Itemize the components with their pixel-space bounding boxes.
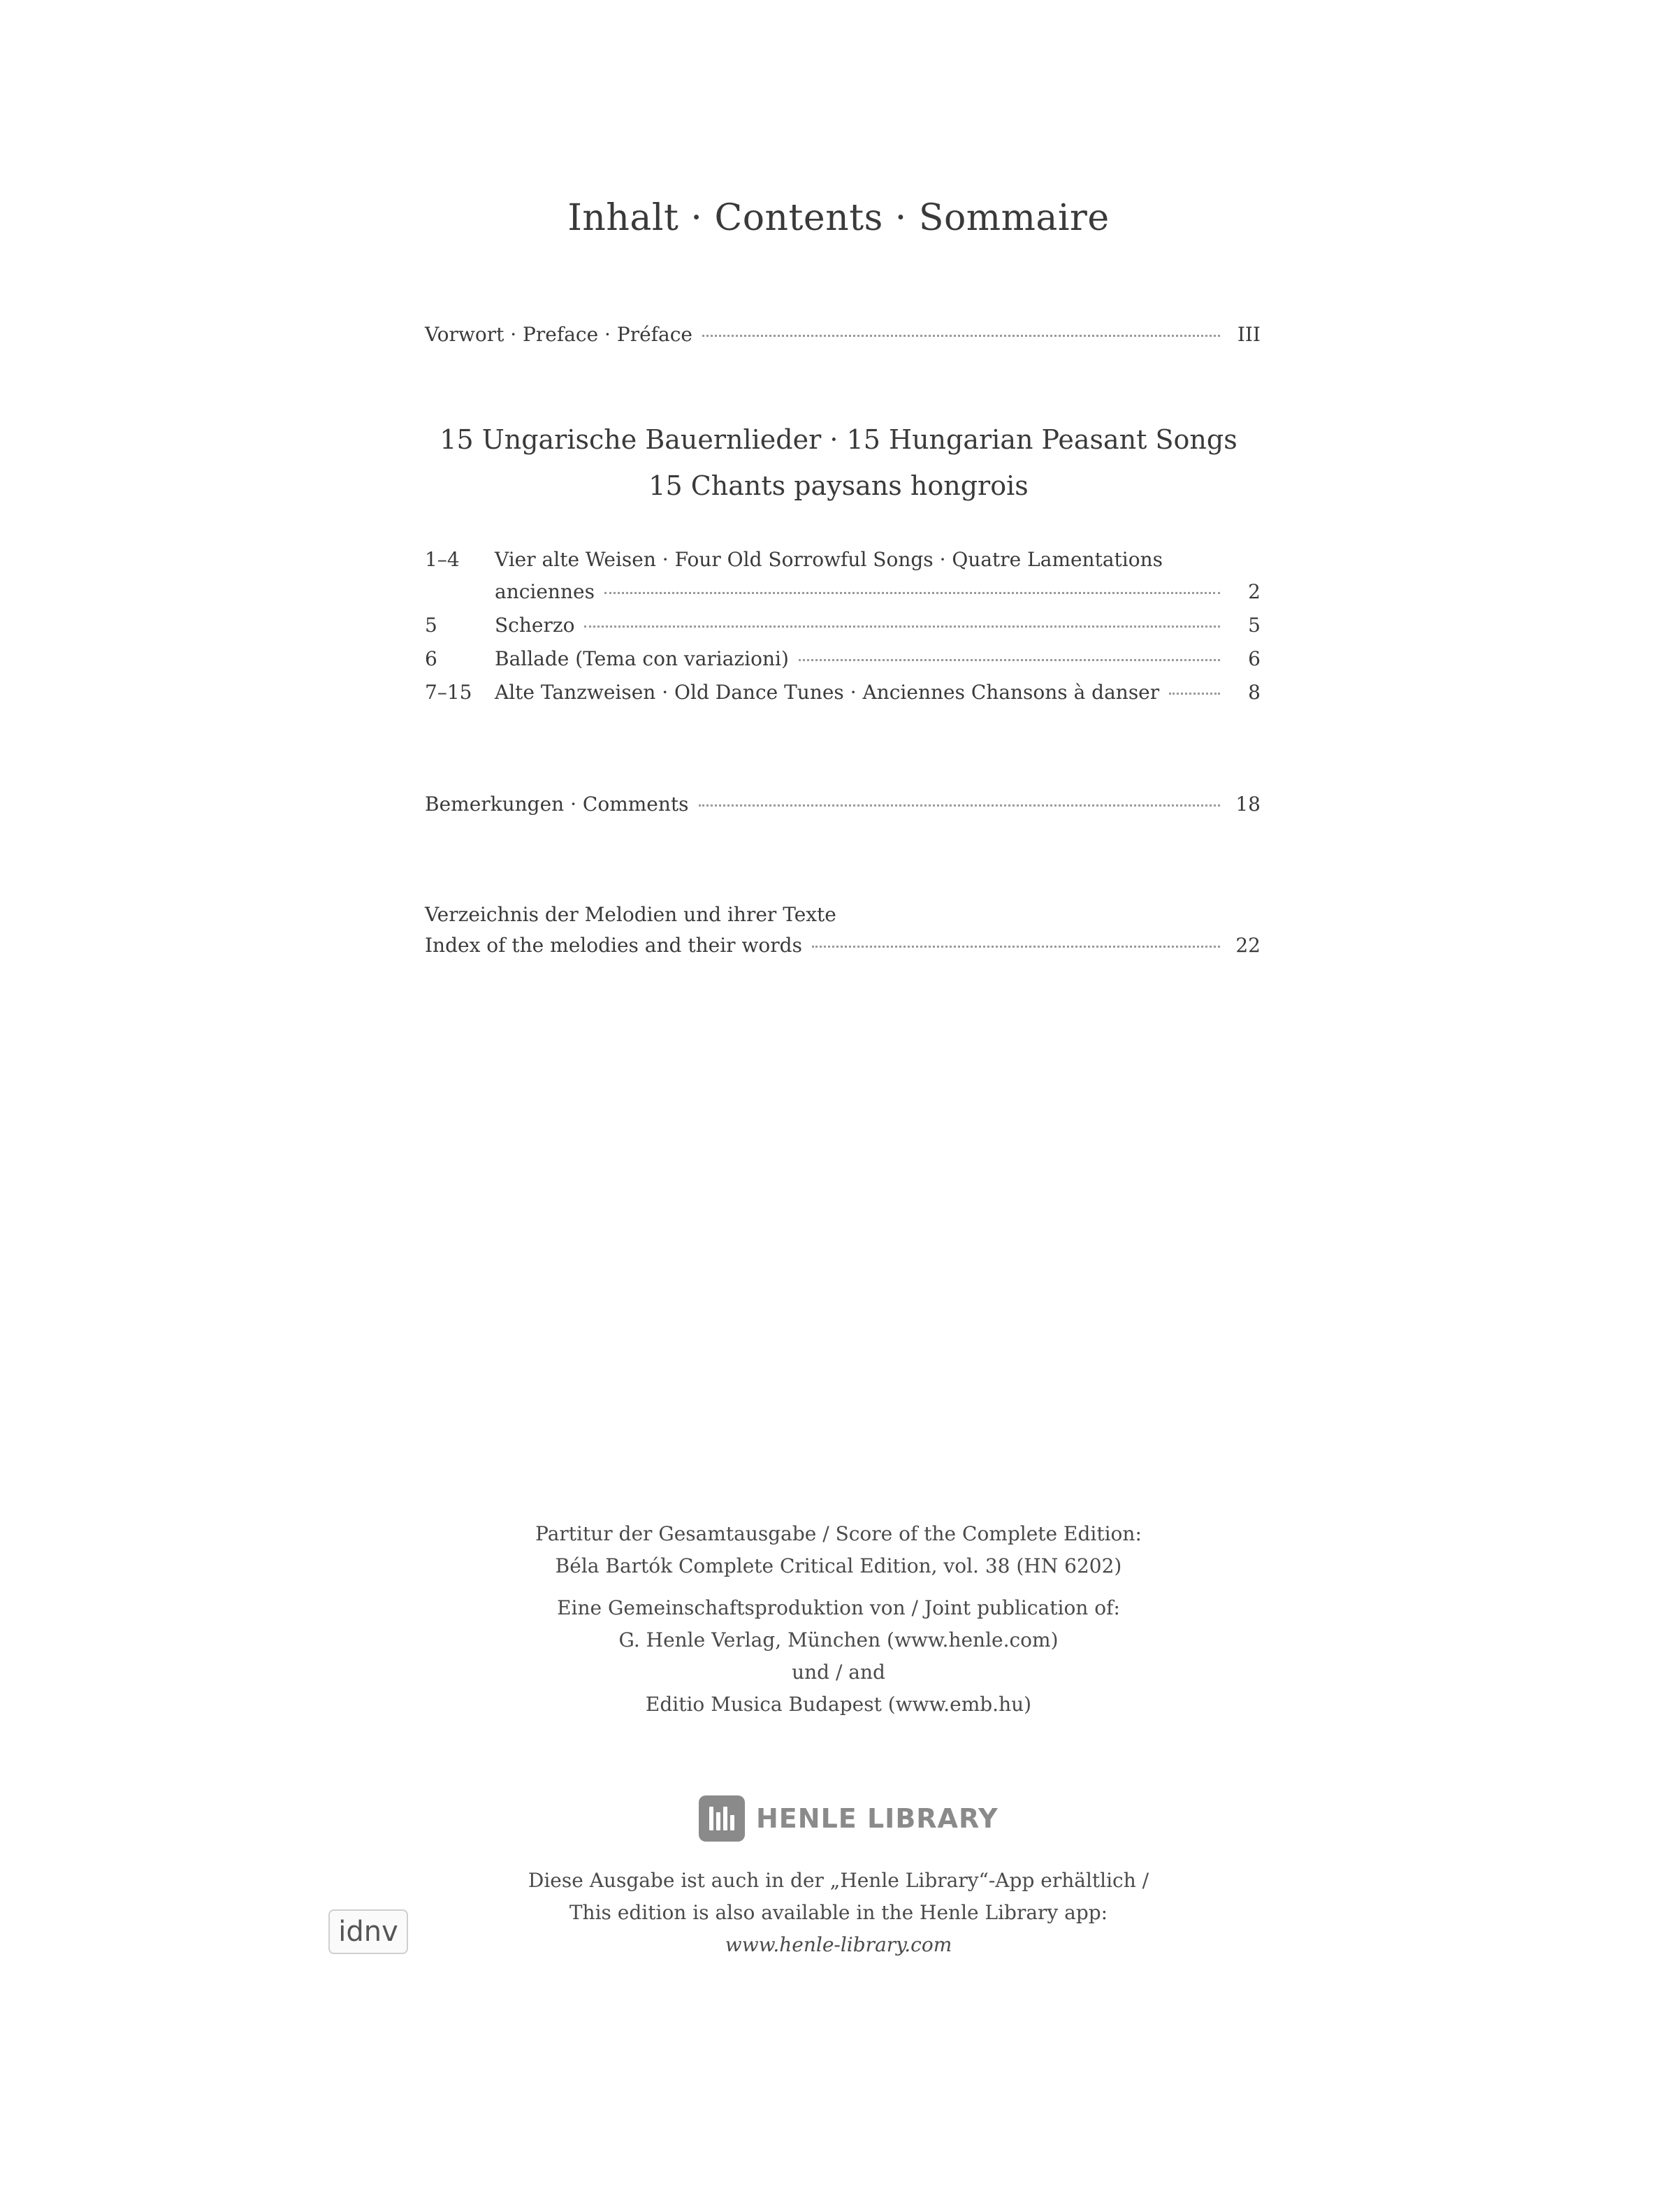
- dot-leader: [702, 334, 1220, 337]
- toc-entry-label: Index of the melodies and their words: [425, 934, 802, 957]
- dot-leader: [584, 625, 1220, 628]
- dot-leader: [699, 804, 1220, 807]
- toc-page-number: 5: [1248, 614, 1261, 637]
- toc-entry-label: Alte Tanzweisen · Old Dance Tunes · Anciennes Chansons à danser: [495, 681, 1160, 704]
- dot-leader: [812, 945, 1220, 948]
- toc-entry-songs-1-4[interactable]: [425, 548, 1261, 612]
- edition-info-line-1: Partitur der Gesamtausgabe / Score of the Complete Edition:: [535, 1522, 1142, 1545]
- henle-library-icon: [699, 1795, 745, 1842]
- app-availability-note-2: This edition is also available in the Henle Library app:: [569, 1901, 1108, 1924]
- toc-entry-label: Scherzo: [495, 614, 575, 637]
- toc-entry-label: Ballade (Tema con variazioni): [495, 647, 789, 670]
- edition-info-line-2: Béla Bartók Complete Critical Edition, vol. 38 (HN 6202): [555, 1554, 1122, 1577]
- toc-entry-number: 5: [425, 614, 437, 637]
- publisher-info-line-3: und / and: [792, 1661, 885, 1684]
- toc-entry-songs-7-15[interactable]: [425, 681, 1261, 713]
- toc-entry-song-5[interactable]: [425, 614, 1261, 646]
- toc-page-number: III: [1237, 323, 1261, 346]
- publisher-info-line-4: Editio Musica Budapest (www.emb.hu): [645, 1693, 1032, 1716]
- toc-entry-number: 7–15: [425, 681, 472, 704]
- app-url-link[interactable]: www.henle-library.com: [725, 1933, 952, 1956]
- toc-page-number: 22: [1235, 934, 1261, 957]
- toc-entry-index-line1: Verzeichnis der Melodien und ihrer Texte: [425, 903, 836, 926]
- toc-page-number: 6: [1248, 647, 1261, 670]
- toc-entry-label: Vorwort · Preface · Préface: [425, 323, 692, 346]
- henle-library-logo-text: HENLE LIBRARY: [756, 1803, 999, 1834]
- toc-entry-song-6[interactable]: [425, 647, 1261, 679]
- page-title: Inhalt · Contents · Sommaire: [567, 197, 1110, 239]
- app-availability-note-1: Diese Ausgabe ist auch in der „Henle Library“-App erhältlich /: [528, 1869, 1149, 1892]
- toc-page-number: 8: [1248, 681, 1261, 704]
- toc-page-number: 2: [1248, 580, 1261, 603]
- toc-entry-label: Bemerkungen · Comments: [425, 793, 689, 816]
- toc-entry-number: 6: [425, 647, 437, 670]
- toc-entry-index[interactable]: [425, 934, 1261, 964]
- dot-leader: [1169, 692, 1220, 695]
- henle-library-logo: [699, 1793, 999, 1844]
- toc-entry-number: 1–4: [425, 548, 460, 571]
- toc-entry-comments[interactable]: [425, 793, 1261, 823]
- publisher-info-line-1: Eine Gemeinschaftsproduktion von / Joint publication of:: [557, 1596, 1120, 1619]
- toc-entry-label-continued: anciennes: [495, 580, 595, 603]
- publisher-info-line-2: G. Henle Verlag, München (www.henle.com): [618, 1628, 1059, 1651]
- toc-entry-label: Vier alte Weisen · Four Old Sorrowful Songs · Quatre Lamentations: [495, 548, 1163, 571]
- dot-leader: [604, 591, 1220, 594]
- toc-page-number: 18: [1235, 793, 1261, 816]
- dot-leader: [799, 658, 1220, 661]
- idnv-badge: idnv: [328, 1909, 408, 1954]
- toc-entry-preface[interactable]: [425, 323, 1261, 354]
- section-heading-line2: 15 Chants paysans hongrois: [648, 470, 1029, 501]
- section-heading-line1: 15 Ungarische Bauernlieder · 15 Hungarian Peasant Songs: [440, 424, 1237, 455]
